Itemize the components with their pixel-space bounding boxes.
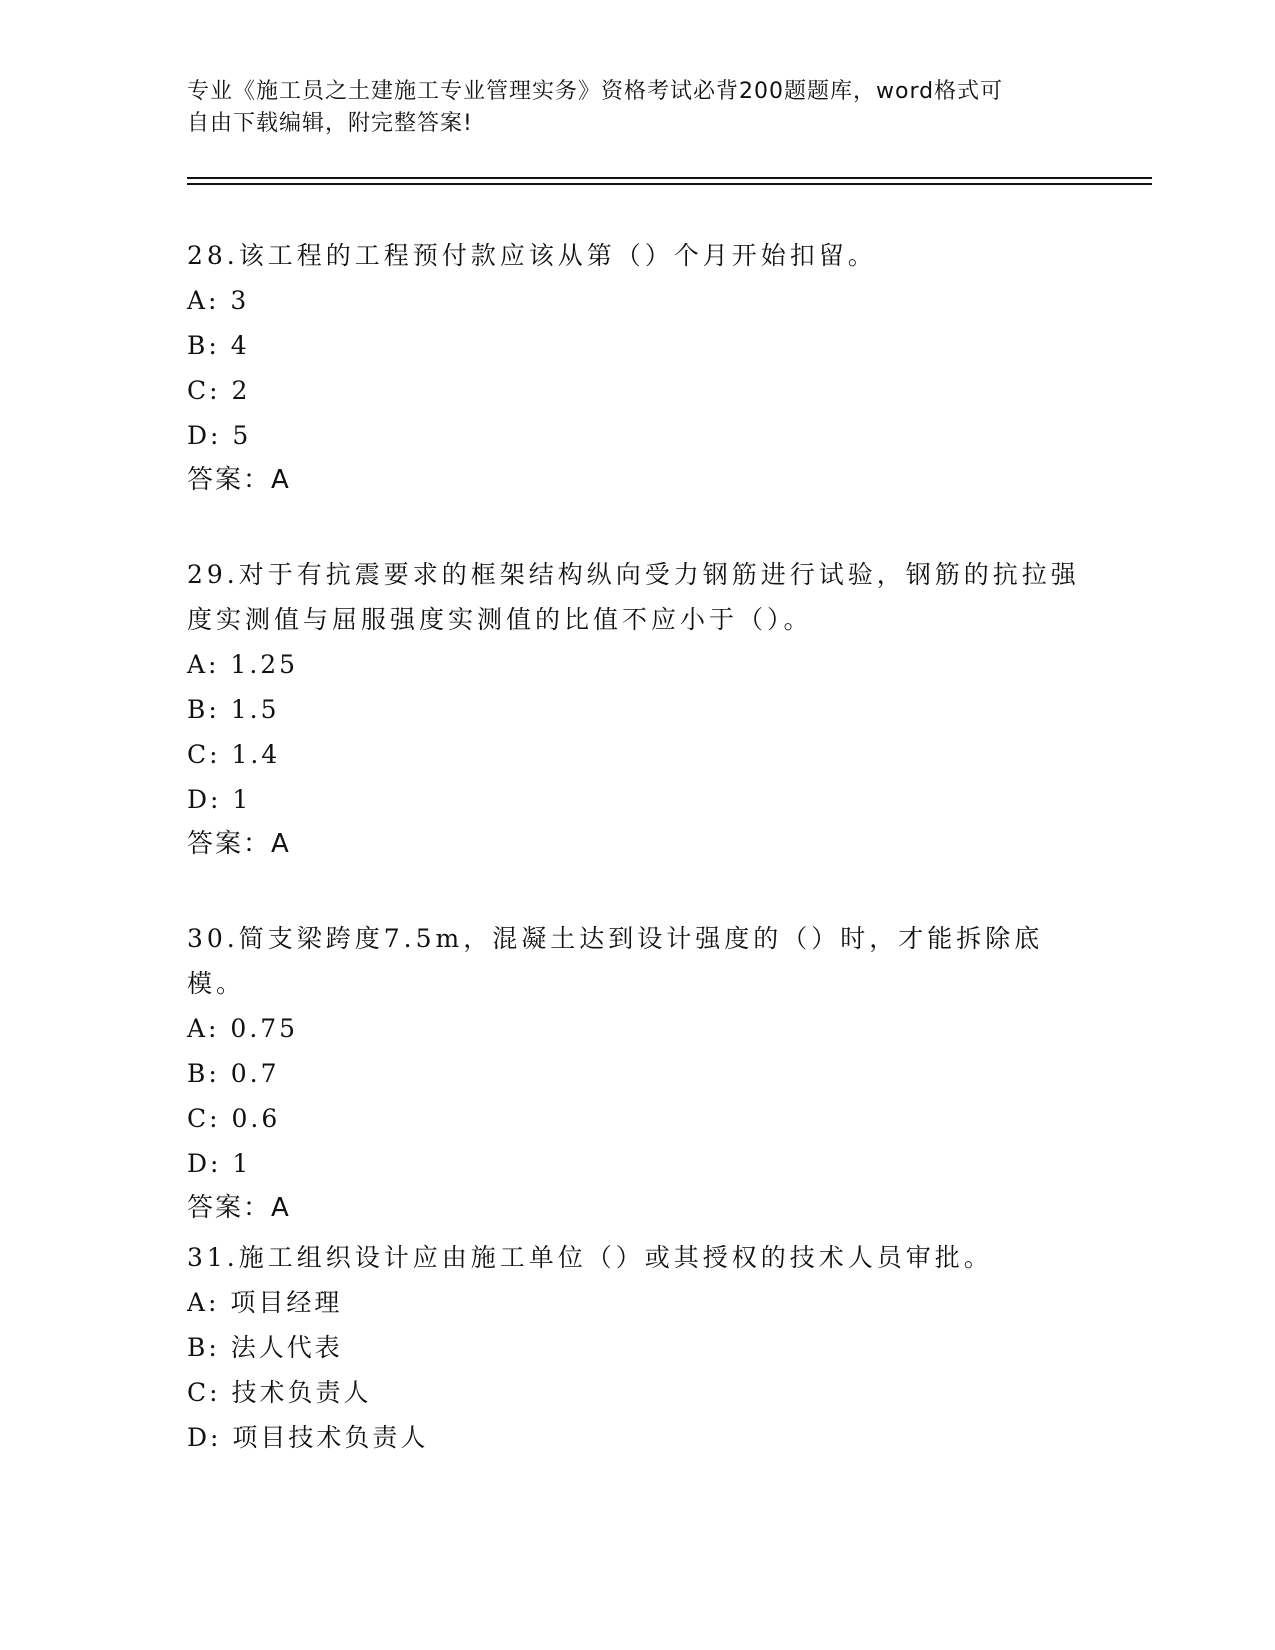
option-b: B: 4 xyxy=(187,331,250,360)
option-c: C: 技术负责人 xyxy=(187,1378,372,1407)
question-answer: 答案：A xyxy=(187,465,291,495)
option-a: A: 3 xyxy=(187,286,250,315)
option-d: D: 项目技术负责人 xyxy=(187,1423,429,1452)
option-c: C: 0.6 xyxy=(187,1104,281,1133)
question-answer: 答案：A xyxy=(187,1193,291,1223)
question-stem: 28.该工程的工程预付款应该从第（）个月开始扣留。 xyxy=(187,241,877,270)
option-c: C: 2 xyxy=(187,376,251,405)
header-title-line-2: 自由下载编辑，附完整答案! xyxy=(187,111,473,136)
option-a: A: 0.75 xyxy=(187,1014,299,1043)
question-stem-line-2: 度实测值与屈服强度实测值的比值不应小于（）。 xyxy=(187,605,813,634)
document-header xyxy=(187,76,1067,140)
option-a: A: 项目经理 xyxy=(187,1288,343,1317)
option-d: D: 5 xyxy=(187,421,252,450)
header-divider-bottom xyxy=(187,183,1152,185)
header-divider-top xyxy=(187,177,1152,179)
question-answer: 答案：A xyxy=(187,829,291,859)
question-stem-line-1: 29.对于有抗震要求的框架结构纵向受力钢筋进行试验，钢筋的抗拉强 xyxy=(187,560,1080,589)
question-stem: 30.简支梁跨度7.5m，混凝土达到设计强度的（）时，才能拆除底模。 xyxy=(187,924,1044,998)
option-d: D: 1 xyxy=(187,1149,252,1178)
option-b: B: 法人代表 xyxy=(187,1333,343,1362)
question-31 xyxy=(187,1235,1087,1460)
option-b: B: 1.5 xyxy=(187,695,280,724)
question-stem: 31.施工组织设计应由施工单位（）或其授权的技术人员审批。 xyxy=(187,1243,993,1272)
header-title-line-1: 专业《施工员之土建施工专业管理实务》资格考试必背200题题库，word格式可 xyxy=(187,79,1004,104)
option-d: D: 1 xyxy=(187,785,252,814)
question-29 xyxy=(187,552,1087,867)
option-b: B: 0.7 xyxy=(187,1059,280,1088)
option-a: A: 1.25 xyxy=(187,650,299,679)
option-c: C: 1.4 xyxy=(187,740,281,769)
question-30 xyxy=(187,916,1087,1231)
question-28 xyxy=(187,233,1087,503)
